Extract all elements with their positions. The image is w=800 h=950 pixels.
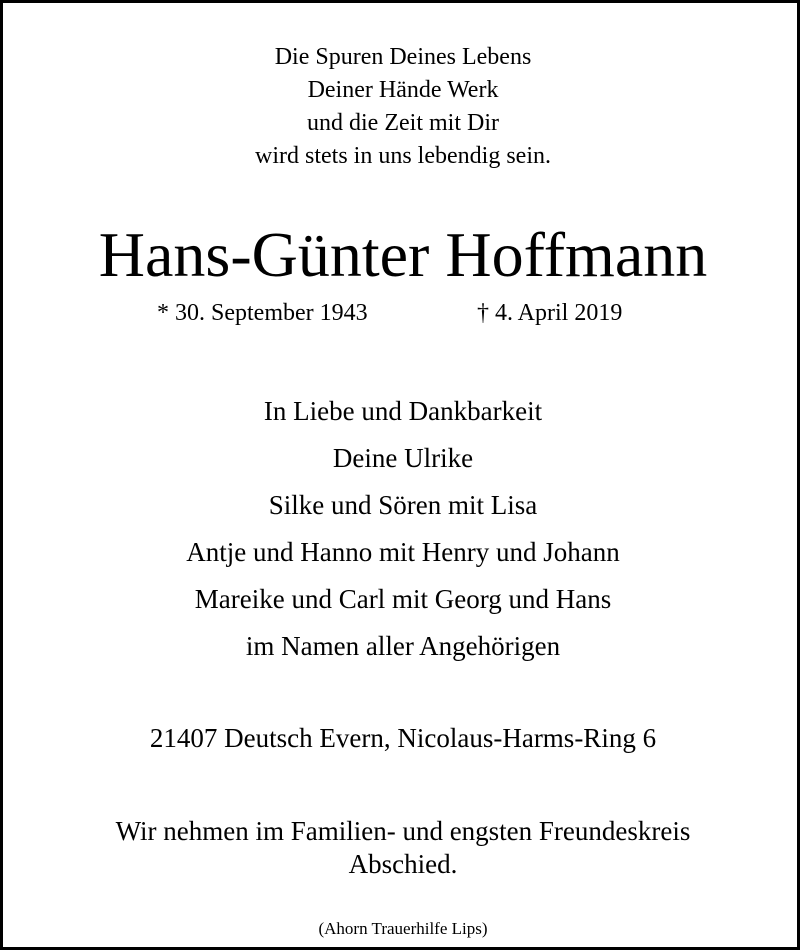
birth-date: * 30. September 1943 — [157, 300, 368, 326]
family-line: Antje und Hanno mit Henry und Johann — [186, 537, 620, 567]
farewell-line: Wir nehmen im Familien- und engsten Freundeskreis — [115, 816, 691, 846]
poem-line: wird stets in uns lebendig sein. — [255, 143, 551, 169]
poem-line: und die Zeit mit Dir — [307, 110, 499, 136]
family-line: Mareike und Carl mit Georg und Hans — [194, 584, 612, 614]
poem-line: Deiner Hände Werk — [307, 77, 499, 103]
address: 21407 Deutsch Evern, Nicolaus-Harms-Ring 6 — [149, 723, 657, 753]
family-line: im Namen aller Angehörigen — [245, 631, 561, 661]
family-line: Silke und Sören mit Lisa — [268, 490, 538, 520]
family-line: Deine Ulrike — [332, 443, 474, 473]
deceased-name: Hans-Günter Hoffmann — [98, 219, 708, 290]
poem-line: Die Spuren Deines Lebens — [274, 44, 532, 70]
farewell-line: Abschied. — [348, 849, 458, 879]
death-date: † 4. April 2019 — [477, 300, 623, 326]
family-line: In Liebe und Dankbarkeit — [263, 396, 543, 426]
funeral-home: (Ahorn Trauerhilfe Lips) — [318, 919, 488, 938]
